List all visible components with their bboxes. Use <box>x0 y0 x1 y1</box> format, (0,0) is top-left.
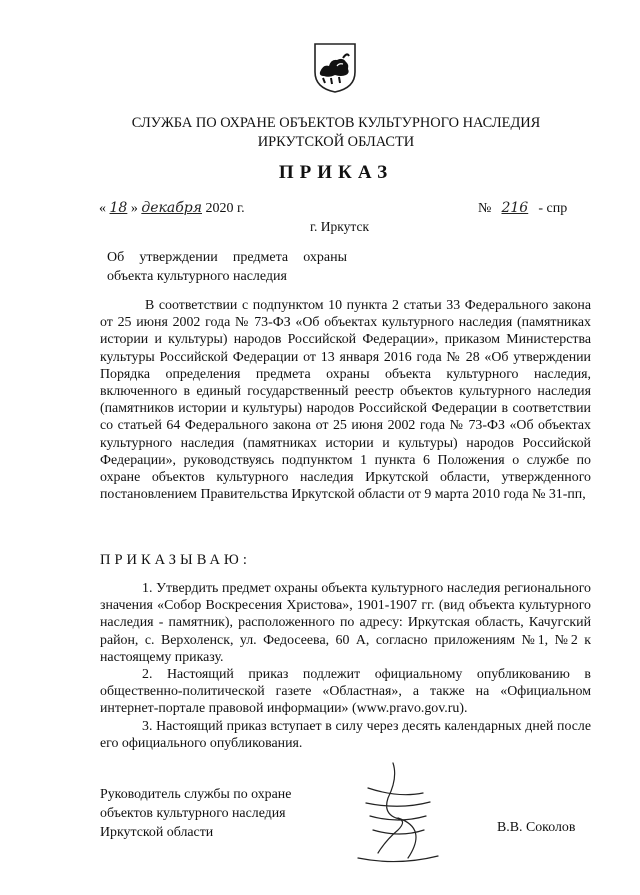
agency-name: СЛУЖБА ПО ОХРАНЕ ОБЪЕКТОВ КУЛЬТУРНОГО НАСЛЕДИЯ ИРКУТСКОЙ ОБЛАСТИ <box>131 115 541 150</box>
position-line: Руководитель службы по охране <box>100 787 292 802</box>
date-year: 2020 г. <box>205 201 245 216</box>
document-date <box>99 200 245 217</box>
order-item: 1. Утвердить предмет охраны объекта культурного наследия регионального значения «Собор Воскресения Христова», 1901-1907 гг. (вид объекта культурного наследия - памятник), расположенного по адресу: Иркутская область, Качугский район, с. Верхоленск, ул. Федосеева, 60 А, согласно приложениям №1, №2 к настоящему приказу. <box>100 581 591 665</box>
number-prefix: № <box>478 201 492 216</box>
position-line: объектов культурного наследия <box>100 806 286 821</box>
order-item: 3. Настоящий приказ вступает в силу через десять календарных дней после его официального опубликования. <box>100 718 591 751</box>
preamble <box>100 297 591 503</box>
handwritten-signature-icon <box>338 758 458 868</box>
position-line: Иркутской области <box>100 825 214 840</box>
date-day: 18 <box>109 200 128 216</box>
order-items <box>100 580 591 752</box>
signatory-name: В.В. Соколов <box>497 820 576 835</box>
date-month: декабря <box>141 200 202 216</box>
subject-line: Об утверждении предмета охраны <box>107 250 347 265</box>
city: г. Иркутск <box>310 219 369 234</box>
document-title: ПРИКАЗ <box>278 162 394 183</box>
signatory-position <box>100 785 291 842</box>
number-suffix: - спр <box>538 201 568 216</box>
document-subject <box>107 248 347 286</box>
irkutsk-coat-of-arms-icon <box>313 42 357 94</box>
order-word: ПРИКАЗЫВАЮ: <box>100 552 251 568</box>
date-close-quote: » <box>130 201 138 216</box>
date-open-quote: « <box>99 201 106 216</box>
order-item: 2. Настоящий приказ подлежит официальному опубликованию в общественно-политической газете «Областная», а также на «Официальном интернет-портале правовой информации» (www.pravo.gov.ru). <box>100 667 591 717</box>
preamble-text: В соответствии с подпунктом 10 пункта 2 статьи 33 Федерального закона от 25 июня 2002 года № 73-ФЗ «Об объектах культурного наследия (памятниках истории и культуры) народов Российской Федерации», приказом Министерства культуры Российской Федерации от 13 января 2016 года № 28 «Об утверждении Порядка определения предмета охраны объекта культурного наследия, включенного в единый государственный реестр объектов культурного наследия (памятников истории и культуры) народов Российской Федерации в соответствии со статьей 64 Федерального закона от 25 июня 2002 года № 73-ФЗ «Об объектах культурного наследия (памятниках истории и культуры) народов Российской Федерации», руководствуясь подпунктом 1 пункта 6 Положения о службе по охране объектов культурного наследия Иркутской области, утвержденного постановлением Правительства Иркутской области от 9 марта 2010 года № 31-пп, <box>100 298 591 503</box>
number-value: 216 <box>501 200 529 216</box>
document-number <box>478 200 567 217</box>
subject-line: объекта культурного наследия <box>107 269 287 284</box>
